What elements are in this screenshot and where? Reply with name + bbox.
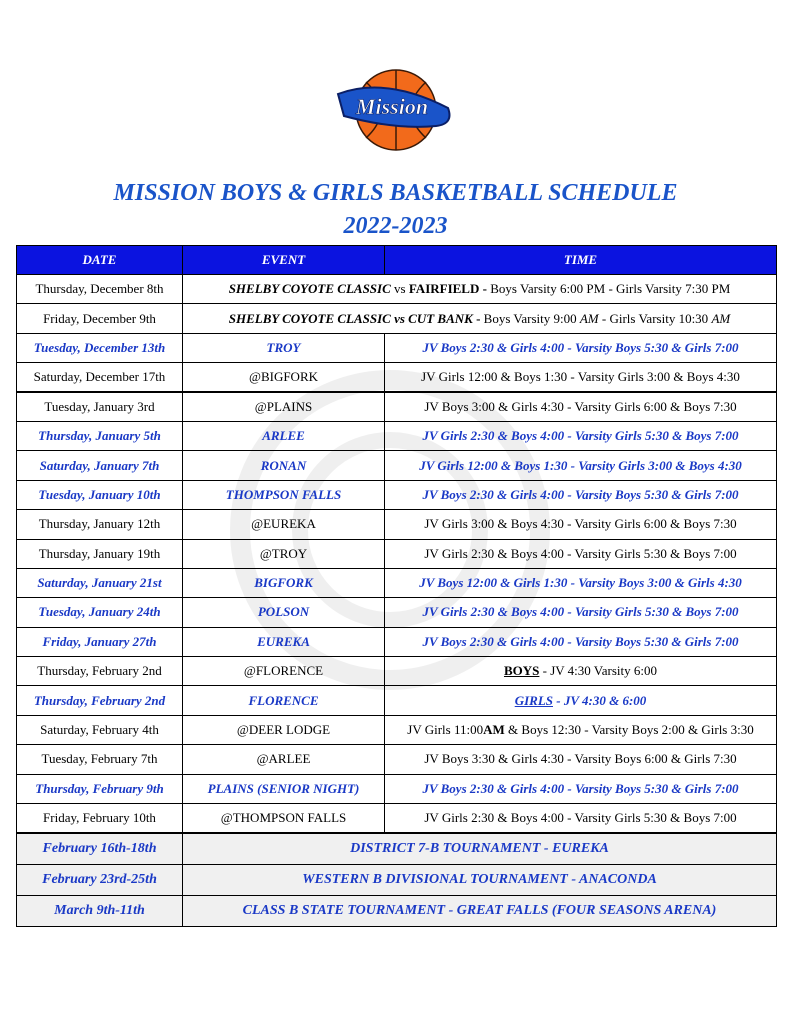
- event-cell: RONAN: [183, 451, 385, 480]
- tournament-date-cell: March 9th-11th: [17, 895, 183, 926]
- time-text: JV Girls 12:00 & Boys 1:30 - Varsity Girls 3:00 & Boys 4:30: [419, 457, 742, 473]
- date-cell: Thursday, December 8th: [17, 275, 183, 304]
- time-cell: [385, 774, 777, 803]
- time-text: JV Girls 11:00: [407, 722, 484, 738]
- col-header-time: TIME: [385, 246, 777, 275]
- event-text: AM: [579, 310, 599, 326]
- table-row: [17, 363, 777, 392]
- time-cell: [385, 657, 777, 686]
- date-cell: Thursday, January 19th: [17, 539, 183, 568]
- tournament-row: [17, 833, 777, 865]
- time-text: - JV 4:30 & 6:00: [553, 692, 647, 708]
- event-cell: ARLEE: [183, 421, 385, 450]
- table-row: [17, 510, 777, 539]
- table-row: [17, 657, 777, 686]
- time-cell: [385, 745, 777, 774]
- table-row: [17, 275, 777, 304]
- time-text: - JV 4:30 Varsity 6:00: [539, 663, 657, 679]
- table-row: [17, 539, 777, 568]
- event-cell: TROY: [183, 333, 385, 362]
- tournament-row: [17, 895, 777, 926]
- time-text: JV Boys 2:30 & Girls 4:00 - Varsity Boys 5:30 & Girls 7:00: [422, 486, 739, 502]
- tournament-date-cell: February 16th-18th: [17, 833, 183, 865]
- date-cell: Thursday, February 2nd: [17, 657, 183, 686]
- table-row: [17, 745, 777, 774]
- date-cell: Saturday, January 21st: [17, 568, 183, 597]
- event-cell: [183, 275, 777, 304]
- event-text: vs: [390, 281, 409, 297]
- date-cell: Saturday, January 7th: [17, 451, 183, 480]
- date-cell: Tuesday, January 10th: [17, 480, 183, 509]
- time-text: JV Boys 2:30 & Girls 4:00 - Varsity Boys 5:30 & Girls 7:00: [422, 633, 739, 649]
- event-cell: @EUREKA: [183, 510, 385, 539]
- time-text: JV Girls 2:30 & Boys 4:00 - Varsity Girls 5:30 & Boys 7:00: [424, 545, 737, 561]
- tournament-event-cell: DISTRICT 7-B TOURNAMENT - EUREKA: [183, 833, 777, 865]
- event-cell: @PLAINS: [183, 392, 385, 421]
- table-row: [17, 451, 777, 480]
- table-row: [17, 392, 777, 421]
- time-text: AM: [483, 722, 505, 738]
- time-cell: [385, 568, 777, 597]
- table-row: [17, 686, 777, 715]
- schedule-body: [17, 275, 777, 927]
- time-cell: [385, 392, 777, 421]
- table-row: [17, 333, 777, 362]
- time-text: JV Girls 2:30 & Boys 4:00 - Varsity Girls 5:30 & Boys 7:00: [422, 604, 739, 620]
- table-row: [17, 421, 777, 450]
- mission-logo: [336, 68, 456, 152]
- time-text: & Boys 12:30 - Varsity Boys 2:00 & Girls 3:30: [504, 722, 754, 738]
- tournament-event-cell: CLASS B STATE TOURNAMENT - GREAT FALLS (FOUR SEASONS ARENA): [183, 895, 777, 926]
- date-cell: Saturday, February 4th: [17, 715, 183, 744]
- table-row: [17, 480, 777, 509]
- event-cell: FLORENCE: [183, 686, 385, 715]
- event-cell: @TROY: [183, 539, 385, 568]
- table-row: [17, 627, 777, 656]
- time-text: JV Boys 2:30 & Girls 4:00 - Varsity Boys 5:30 & Girls 7:00: [422, 339, 739, 355]
- event-cell: THOMPSON FALLS: [183, 480, 385, 509]
- logo-text: Mission: [355, 94, 429, 119]
- event-cell: @ARLEE: [183, 745, 385, 774]
- date-cell: Saturday, December 17th: [17, 363, 183, 392]
- event-text: Boys Varsity 9:00: [483, 310, 580, 326]
- event-text: - Girls Varsity 10:30: [598, 310, 712, 326]
- time-text: JV Boys 12:00 & Girls 1:30 - Varsity Boys 3:00 & Girls 4:30: [419, 575, 742, 591]
- time-cell: [385, 627, 777, 656]
- tournament-row: [17, 864, 777, 895]
- col-header-date: DATE: [17, 246, 183, 275]
- date-cell: Tuesday, January 3rd: [17, 392, 183, 421]
- date-cell: Friday, February 10th: [17, 804, 183, 833]
- date-cell: Thursday, January 5th: [17, 421, 183, 450]
- page-subtitle: 2022-2023: [343, 213, 448, 239]
- col-header-event: EVENT: [183, 246, 385, 275]
- table-row: [17, 715, 777, 744]
- event-cell: @FLORENCE: [183, 657, 385, 686]
- time-cell: [385, 451, 777, 480]
- header-row: [17, 246, 777, 275]
- time-text: JV Boys 3:00 & Girls 4:30 - Varsity Girls 6:00 & Boys 7:30: [424, 399, 737, 414]
- time-text: JV Girls 12:00 & Boys 1:30 - Varsity Girls 3:00 & Boys 4:30: [421, 369, 740, 385]
- event-text: AM: [711, 310, 731, 326]
- tournament-event-cell: WESTERN B DIVISIONAL TOURNAMENT - ANACONDA: [183, 864, 777, 895]
- table-row: [17, 598, 777, 627]
- time-label: GIRLS: [514, 692, 553, 708]
- time-text: JV Boys 2:30 & Girls 4:00 - Varsity Boys 5:30 & Girls 7:00: [422, 780, 739, 796]
- date-cell: Thursday, February 2nd: [17, 686, 183, 715]
- time-cell: [385, 333, 777, 362]
- event-text: FAIRFIELD: [408, 281, 480, 297]
- event-text: -: [472, 310, 484, 326]
- event-cell: @BIGFORK: [183, 363, 385, 392]
- date-cell: Friday, December 9th: [17, 304, 183, 333]
- event-text: SHELBY COYOTE CLASSIC: [228, 281, 391, 297]
- time-cell: [385, 421, 777, 450]
- schedule-table: [16, 245, 777, 927]
- date-cell: Tuesday, February 7th: [17, 745, 183, 774]
- page-title: MISSION BOYS & GIRLS BASKETBALL SCHEDULE: [113, 180, 678, 206]
- tournament-date-cell: February 23rd-25th: [17, 864, 183, 895]
- event-cell: [183, 304, 777, 333]
- time-text: JV Girls 3:00 & Boys 4:30 - Varsity Girls 6:00 & Boys 7:30: [424, 516, 737, 532]
- time-cell: [385, 598, 777, 627]
- time-cell: [385, 804, 777, 833]
- time-cell: [385, 539, 777, 568]
- time-cell: [385, 686, 777, 715]
- event-cell: @THOMPSON FALLS: [183, 804, 385, 833]
- event-cell: PLAINS (SENIOR NIGHT): [183, 774, 385, 803]
- event-text: SHELBY COYOTE CLASSIC vs CUT BANK: [228, 310, 473, 326]
- time-text: JV Girls 2:30 & Boys 4:00 - Varsity Girls 5:30 & Boys 7:00: [424, 809, 737, 825]
- event-text: -: [479, 281, 491, 297]
- table-row: [17, 774, 777, 803]
- event-cell: EUREKA: [183, 627, 385, 656]
- date-cell: Tuesday, December 13th: [17, 333, 183, 362]
- time-cell: [385, 715, 777, 744]
- time-label: BOYS: [503, 663, 540, 679]
- date-cell: Thursday, January 12th: [17, 510, 183, 539]
- time-text: JV Boys 3:30 & Girls 4:30 - Varsity Boys 6:00 & Girls 7:30: [424, 751, 737, 767]
- event-cell: BIGFORK: [183, 568, 385, 597]
- time-cell: [385, 480, 777, 509]
- date-cell: Thursday, February 9th: [17, 774, 183, 803]
- event-text: Boys Varsity 6:00 PM - Girls Varsity 7:30 PM: [490, 281, 731, 297]
- event-cell: @DEER LODGE: [183, 715, 385, 744]
- table-row: [17, 304, 777, 333]
- table-row: [17, 568, 777, 597]
- time-cell: [385, 363, 777, 392]
- date-cell: Tuesday, January 24th: [17, 598, 183, 627]
- event-cell: POLSON: [183, 598, 385, 627]
- date-cell: Friday, January 27th: [17, 627, 183, 656]
- table-row: [17, 804, 777, 833]
- time-cell: [385, 510, 777, 539]
- time-text: JV Girls 2:30 & Boys 4:00 - Varsity Girls 5:30 & Boys 7:00: [422, 428, 739, 444]
